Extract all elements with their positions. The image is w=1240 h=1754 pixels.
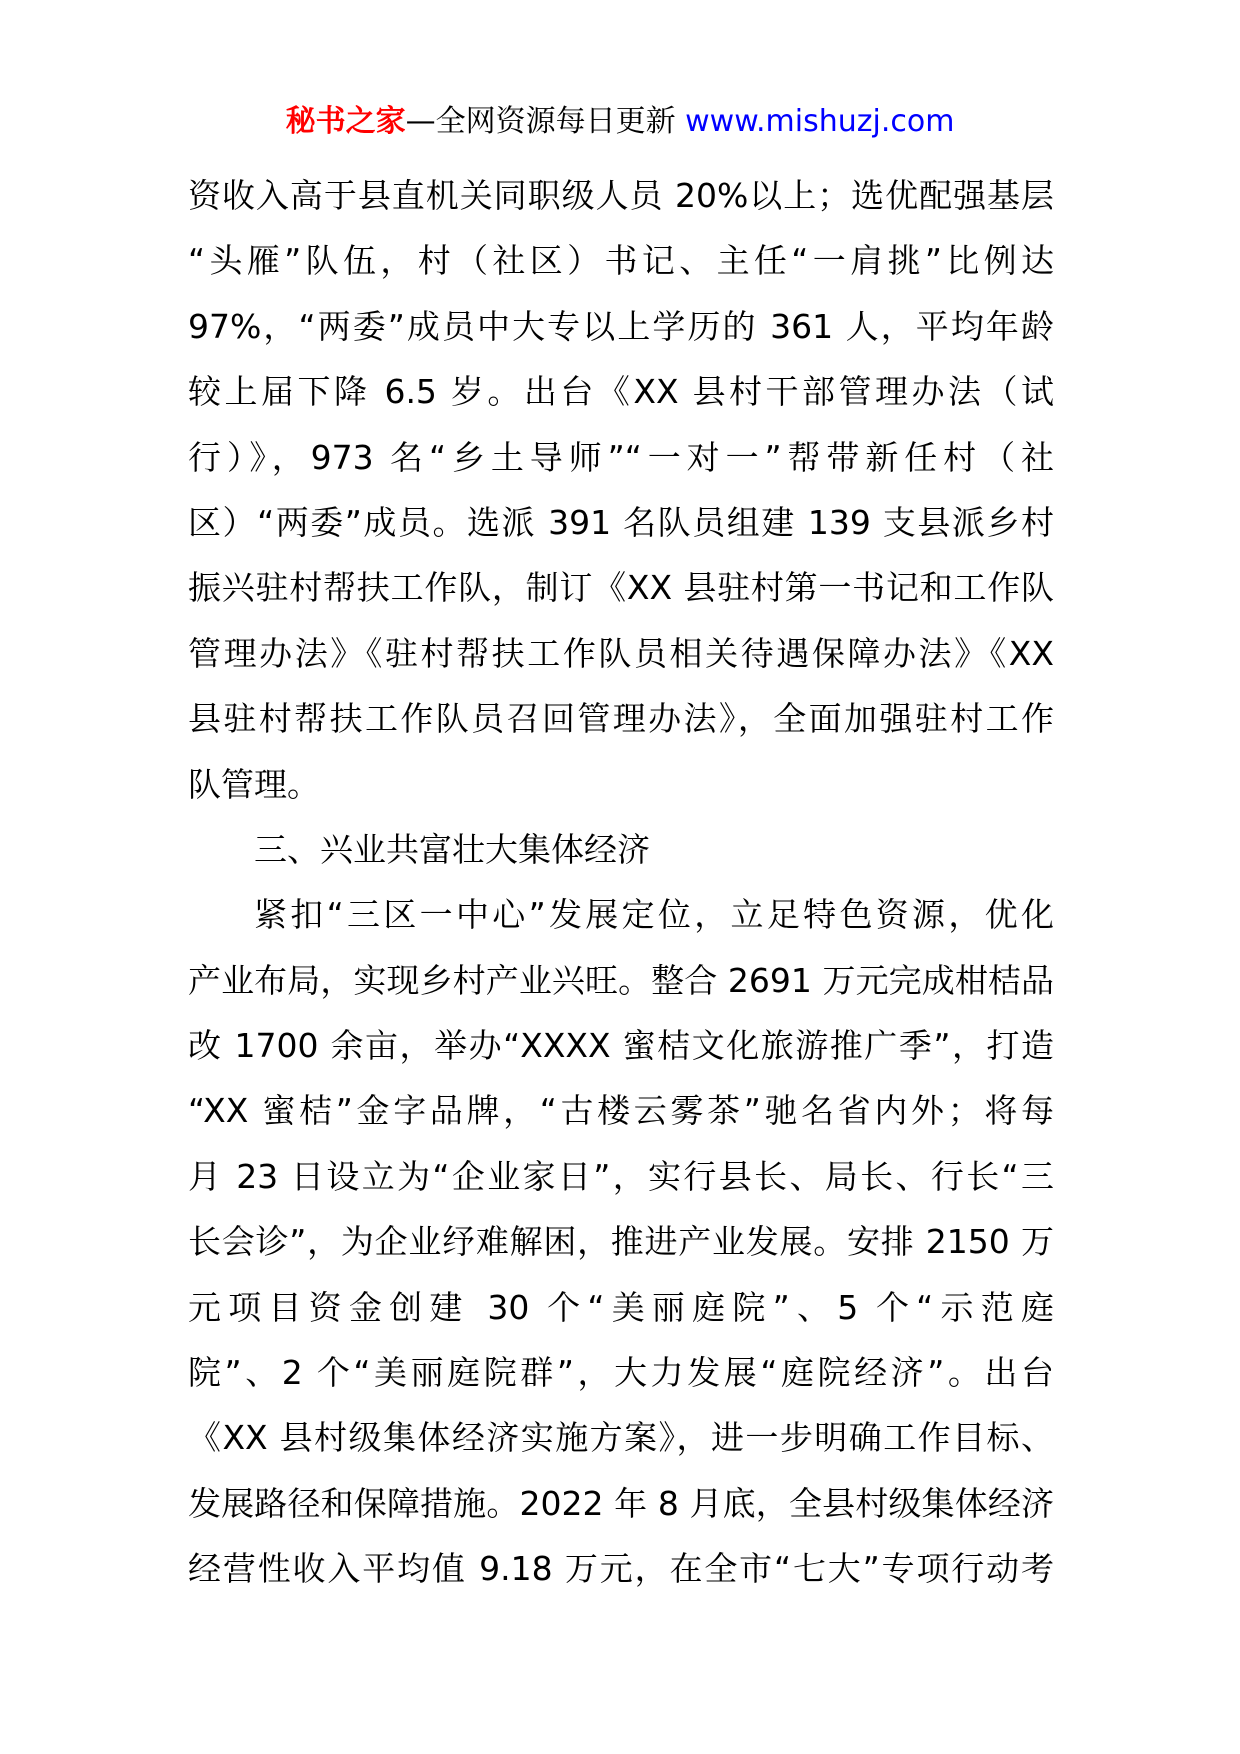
text-line: 经营性收入平均值 9.18 万元，在全市“七大”专项行动考	[188, 1549, 1054, 1589]
text-line: 产业布局，实现乡村产业兴旺。整合 2691 万元完成柑桔品	[188, 960, 1054, 1000]
text-line: 区）“两委”成员。选派 391 名队员组建 139 支县派乡村	[188, 502, 1054, 542]
text-line: 元项目资金创建 30 个“美丽庭院”、5 个“示范庭	[188, 1287, 1054, 1327]
brand-name: 秘书之家	[285, 104, 406, 139]
document-body	[188, 163, 1054, 1602]
text-line: 县驻村帮扶工作队员召回管理办法》，全面加强驻村工作	[188, 699, 1054, 739]
text-line: 紧扣“三区一中心”发展定位，立足特色资源，优化	[254, 895, 1054, 935]
watermark-header	[0, 100, 1240, 144]
text-line: 97%，“两委”成员中大专以上学历的 361 人，平均年龄	[188, 306, 1054, 346]
website-url: www.mishuzj.com	[685, 104, 955, 139]
text-line: 改 1700 余亩，举办“XXXX 蜜桔文化旅游推广季”，打造	[188, 1026, 1054, 1066]
text-line: 月 23 日设立为“企业家日”，实行县长、局长、行长“三	[188, 1156, 1054, 1196]
text-line: 长会诊”，为企业纾难解困，推进产业发展。安排 2150 万	[188, 1222, 1054, 1262]
text-line: 管理办法》《驻村帮扶工作队员相关待遇保障办法》《XX	[188, 633, 1054, 673]
text-line: 《XX 县村级集体经济实施方案》，进一步明确工作目标、	[188, 1418, 1054, 1458]
text-line: 行）》，973 名“乡土导师”“一对一”帮带新任村（社	[188, 437, 1054, 477]
text-line: 队管理。	[188, 764, 320, 804]
text-line: 发展路径和保障措施。2022 年 8 月底，全县村级集体经济	[188, 1483, 1054, 1523]
header-tagline: —全网资源每日更新	[405, 104, 686, 139]
text-line: “XX 蜜桔”金字品牌，“古楼云雾茶”驰名省内外；将每	[188, 1091, 1054, 1131]
text-line: 振兴驻村帮扶工作队，制订《XX 县驻村第一书记和工作队	[188, 568, 1054, 608]
text-line: 资收入高于县直机关同职级人员 20%以上；选优配强基层	[188, 176, 1054, 215]
section-heading: 三、兴业共富壮大集体经济	[254, 829, 650, 869]
text-line: 较上届下降 6.5 岁。出台《XX 县村干部管理办法（试	[188, 372, 1054, 412]
text-line: 院”、2 个“美丽庭院群”，大力发展“庭院经济”。出台	[188, 1353, 1054, 1393]
text-line: “头雁”队伍，村（社区）书记、主任“一肩挑”比例达	[188, 241, 1054, 281]
